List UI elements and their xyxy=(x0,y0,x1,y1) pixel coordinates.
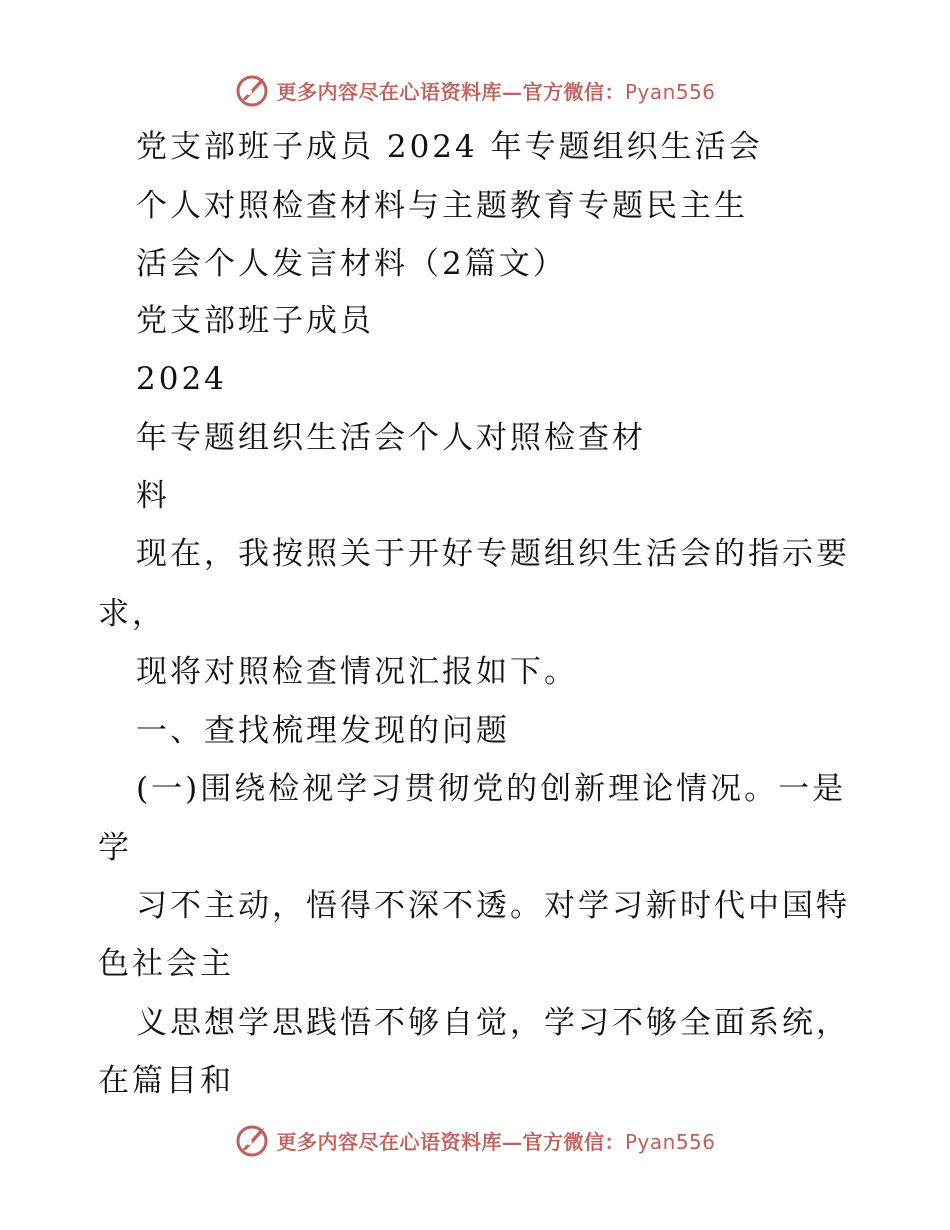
subtitle-line-2: 2024 xyxy=(136,361,227,397)
quill-pen-logo-icon xyxy=(234,72,270,108)
title-line-1: 党支部班子成员 2024 年专题组织生活会 xyxy=(136,129,763,165)
paragraph-line: 习不主动，悟得不深不透。对学习新时代中国特 xyxy=(136,888,850,924)
paragraph-line: 色社会主 xyxy=(98,946,234,982)
title-line-3: 活会个人发言材料（2篇文） xyxy=(136,246,567,282)
header-watermark xyxy=(0,70,950,110)
paragraph-line: 义思想学思践悟不够自觉，学习不够全面系统， xyxy=(136,1005,850,1041)
watermark-wechat-id: Pyan556 xyxy=(624,79,716,104)
paragraph-line: (一)围绕检视学习贯彻党的创新理论情况。一是 xyxy=(136,771,847,807)
subtitle-line-1: 党支部班子成员 xyxy=(136,303,374,339)
paragraph-line: 求， xyxy=(98,596,166,632)
subtitle-line-4: 料 xyxy=(136,478,170,514)
paragraph-line: 在篇目和 xyxy=(98,1063,234,1099)
watermark-wechat-id: Pyan556 xyxy=(624,1129,716,1154)
quill-pen-logo-icon xyxy=(234,1122,270,1158)
section-heading: 一、查找梳理发现的问题 xyxy=(136,713,510,749)
subtitle-line-3: 年专题组织生活会个人对照检查材 xyxy=(136,420,646,456)
title-line-2: 个人对照检查材料与主题教育专题民主生 xyxy=(136,188,748,224)
watermark-label: 更多内容尽在心语资料库—官方微信： xyxy=(276,79,625,104)
paragraph-line: 现在，我按照关于开好专题组织生活会的指示要 xyxy=(136,536,850,572)
paragraph-line: 学 xyxy=(98,830,132,866)
paragraph-line: 现将对照检查情况汇报如下。 xyxy=(136,654,578,690)
footer-watermark xyxy=(0,1120,950,1160)
watermark-label: 更多内容尽在心语资料库—官方微信： xyxy=(276,1129,625,1154)
